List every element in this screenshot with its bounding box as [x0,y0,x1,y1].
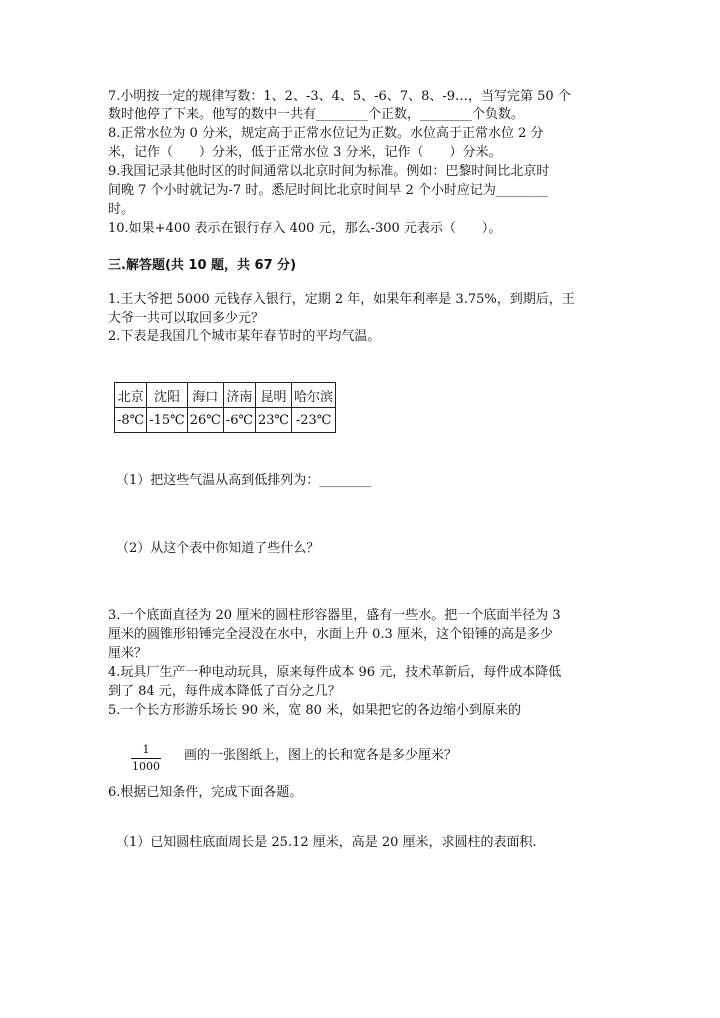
question-3-line-1: 3.一个底面直径为 20 厘米的圆柱形容器里，盛有一些水。把一个底面半径为 3 [108,608,561,623]
table-cell: 北京 [115,383,147,408]
fraction-denominator: 1000 [132,760,160,773]
question-2-sub-1: （1）把这些气温从高到低排列为：________ [116,473,372,488]
problem-8-line-1: 8.正常水位为 0 分米，规定高于正常水位记为正数。水位高于正常水位 2 分 [108,126,544,141]
table-cell: 济南 [223,383,255,408]
table-cell: 哈尔滨 [292,383,336,408]
table-cell: 23℃ [256,408,292,433]
table-row-cities [115,383,336,408]
fraction [131,743,161,774]
question-6: 6.根据已知条件，完成下面各题。 [108,785,303,800]
table-cell: 26℃ [187,408,223,433]
fraction-bar [131,758,161,759]
question-6-sub-1: （1）已知圆柱底面周长是 25.12 厘米，高是 20 厘米，求圆柱的表面积. [116,835,537,850]
question-2: 2.下表是我国几个城市某年春节时的平均气温。 [108,329,381,344]
question-3-line-3: 厘米？ [108,646,148,661]
table-cell: -6℃ [223,408,255,433]
problem-9-line-1: 9.我国记录其他时区的时间通常以北京时间为标准。例如：巴黎时间比北京时 [108,164,550,179]
question-3-line-2: 厘米的圆锥形铅锤完全浸没在水中，水面上升 0.3 厘米，这个铅锤的高是多少 [108,627,553,642]
table-cell: 沈阳 [147,383,187,408]
question-4-line-2: 到了 84 元，每件成本降低了百分之几？ [108,684,341,699]
table-cell: -8℃ [115,408,147,433]
section-heading: 三.解答题(共 10 题，共 67 分) [108,258,297,273]
question-5: 5.一个长方形游乐场长 90 米，宽 80 米，如果把它的各边缩小到原来的 [108,703,522,718]
problem-10: 10.如果+400 表示在银行存入 400 元，那么-300 元表示（ ）。 [108,221,502,236]
table-cell: 昆明 [256,383,292,408]
table-cell: 海口 [187,383,223,408]
question-4-line-1: 4.玩具厂生产一种电动玩具，原来每件成本 96 元，技术革新后，每件成本降低 [108,665,562,680]
problem-7-line-2: 数时他停了下来。他写的数中一共有________个正数，________个负数。 [108,107,525,122]
question-2-sub-2: （2）从这个表中你知道了些什么？ [116,541,320,556]
problem-8-line-2: 米，记作（ ）分米，低于正常水位 3 分米，记作（ ）分米。 [108,145,502,160]
problem-9-line-2: 间晚 7 个小时就记为-7 时。悉尼时间比北京时间早 2 个小时应记为________ [108,183,548,198]
problem-9-line-3: 时。 [108,202,135,217]
question-1-line-1: 1.王大爷把 5000 元钱存入银行，定期 2 年，如果年利率是 3.75%，到期后，王 [108,292,575,307]
table-cell: -15℃ [147,408,187,433]
table-row-temperatures [115,408,336,433]
temperature-table [114,382,336,433]
fraction-numerator: 1 [142,743,150,756]
question-1-line-2: 大爷一共可以取回多少元？ [108,311,265,326]
problem-7-line-1: 7.小明按一定的规律写数：1、2、-3、4、5、-6、7、8、-9…，当写完第 50 个 [108,89,571,104]
table-cell: -23℃ [292,408,336,433]
question-5-continued: 画的一张图纸上，图上的长和宽各是多少厘米？ [184,748,458,763]
